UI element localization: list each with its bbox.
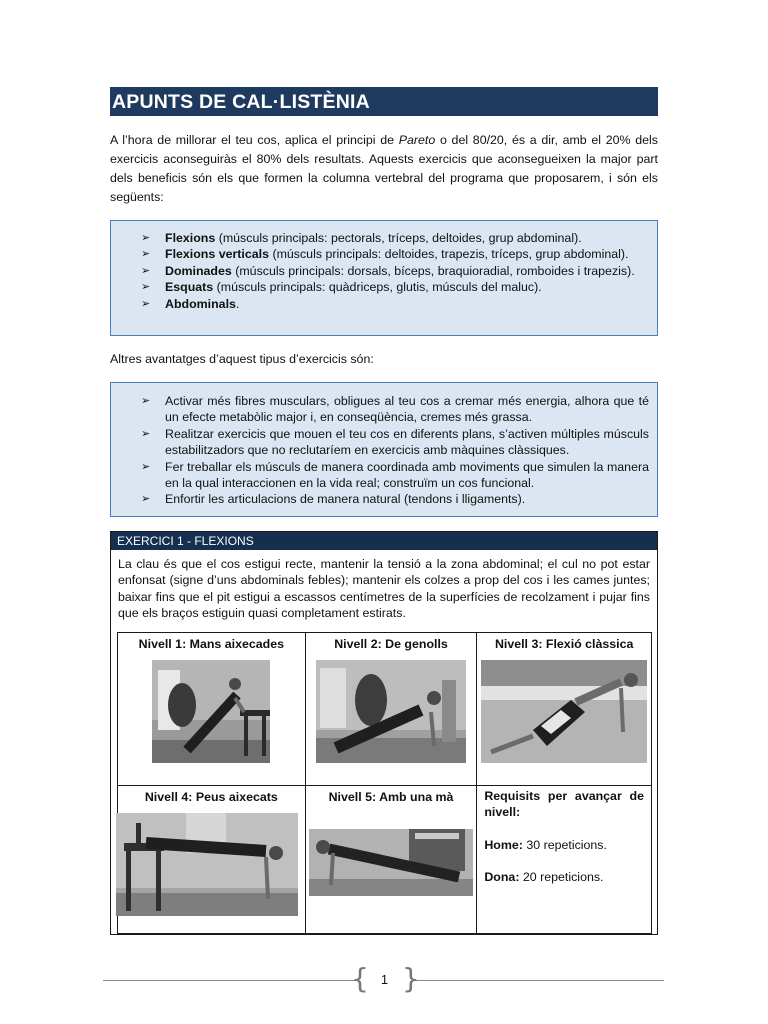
level-3-photo	[481, 660, 647, 763]
level-1-title: Nivell 1: Mans aixecades	[138, 637, 284, 651]
arrow-bullet-icon: ➢	[141, 493, 151, 506]
list-item: ➢ Fer treballar els músculs de manera coordinada amb moviments que simulen la manera en la qual interaccionen en la vida real; construïm un cos funcional.	[141, 459, 649, 491]
list-item: ➢ Realitzar exercicis que mouen el teu cos en diferents plans, s’activen múltiples músculs estabilitzadors que no reclutaríem en exercicis amb màquines clàssiques.	[141, 426, 649, 458]
exercise-1-description: La clau és que el cos estigui recte, mantenir la tensió a la zona abdominal; el cul no pot estar enfonsat (signe d’uns abdominals febles); mantenir els colzes a prop del cos i les cames juntes; baixar fins que el pit estigui a escassos centímetres de la superfícies de recolzament i pujar fins que els braços estiguin quasi completament estirats.	[118, 557, 650, 621]
list-item: ➢ Abdominals.	[141, 296, 240, 311]
list-item: ➢ Flexions (músculs principals: pectorals, tríceps, deltoides, grup abdominal).	[141, 231, 582, 245]
list-item: ➢ Activar més fibres musculars, obligues al teu cos a cremar més energia, alhora que té un efecte metabòlic major i, en conseqüència, cremes més grassa.	[141, 394, 649, 425]
requirements-title: Requisits per avançar de nivell:	[484, 789, 644, 820]
left-brace-icon: {	[351, 962, 369, 995]
level-2-title: Nivell 2: De genolls	[334, 637, 448, 651]
main-exercises-box	[110, 220, 658, 336]
requirements-cell	[477, 786, 652, 934]
arrow-bullet-icon: ➢	[141, 264, 151, 277]
arrow-bullet-icon: ➢	[141, 460, 151, 473]
list-item: ➢ Dominades (músculs principals: dorsals, bíceps, braquioradial, romboides i trapezis).	[141, 263, 635, 278]
arrow-bullet-icon: ➢	[141, 281, 151, 294]
list-item: ➢ Flexions verticals (músculs principals: deltoides, trapezis, tríceps, grup abdominal).	[141, 247, 629, 262]
level-5-photo	[309, 829, 473, 896]
intro-text-2: o del 80/20, és a dir, amb el 20% dels exercicis aconseguiràs el 80% dels resultats. Aquests exercicis que aconsegueixen la major part dels beneficis són els que formen la columna vertebral del programa que proposarem, i són els següents:	[110, 133, 658, 204]
level-1-cell	[118, 633, 306, 786]
exercise-1-section	[110, 531, 658, 935]
list-item: ➢ Enfortir les articulacions de manera natural (tendons i lligaments).	[141, 492, 526, 507]
page-number: 1	[380, 972, 389, 987]
arrow-bullet-icon: ➢	[141, 232, 151, 244]
list-item: ➢ Esquats (músculs principals: quàdriceps, glutis, músculs del maluc).	[141, 280, 542, 295]
level-3-title: Nivell 3: Flexió clàssica	[494, 637, 634, 651]
level-2-photo	[316, 660, 466, 763]
requirement-woman: Dona: 20 repeticions.	[484, 870, 604, 885]
requirement-home: Home: 30 repeticions.	[484, 837, 607, 852]
level-2-cell	[305, 633, 477, 786]
arrow-bullet-icon: ➢	[141, 395, 151, 407]
advantages-intro: Altres avantatges d’aquest tipus d’exercicis són:	[110, 352, 374, 366]
level-3-cell	[477, 633, 652, 786]
arrow-bullet-icon: ➢	[141, 427, 151, 440]
intro-text-1: A l’hora de millorar el teu cos, aplica el principi de	[110, 133, 399, 147]
level-5-cell	[305, 786, 477, 934]
arrow-bullet-icon: ➢	[141, 297, 151, 310]
advantages-box	[110, 382, 658, 517]
level-4-title: Nivell 4: Peus aixecats	[144, 790, 278, 804]
level-4-cell	[118, 786, 306, 934]
intro-paragraph	[110, 131, 658, 207]
pareto-term: Pareto	[398, 133, 436, 147]
arrow-bullet-icon: ➢	[141, 248, 151, 261]
level-5-title: Nivell 5: Amb una mà	[328, 790, 454, 804]
level-4-photo	[116, 813, 298, 916]
exercise-1-header: EXERCICI 1 - FLEXIONS	[111, 532, 657, 550]
levels-table	[117, 632, 652, 934]
right-brace-icon: }	[402, 962, 420, 995]
level-1-photo	[152, 660, 270, 763]
footer-divider-right	[413, 980, 664, 981]
footer-divider-left	[103, 980, 356, 981]
document-title: APUNTS DE CAL·LISTÈNIA	[110, 87, 658, 116]
